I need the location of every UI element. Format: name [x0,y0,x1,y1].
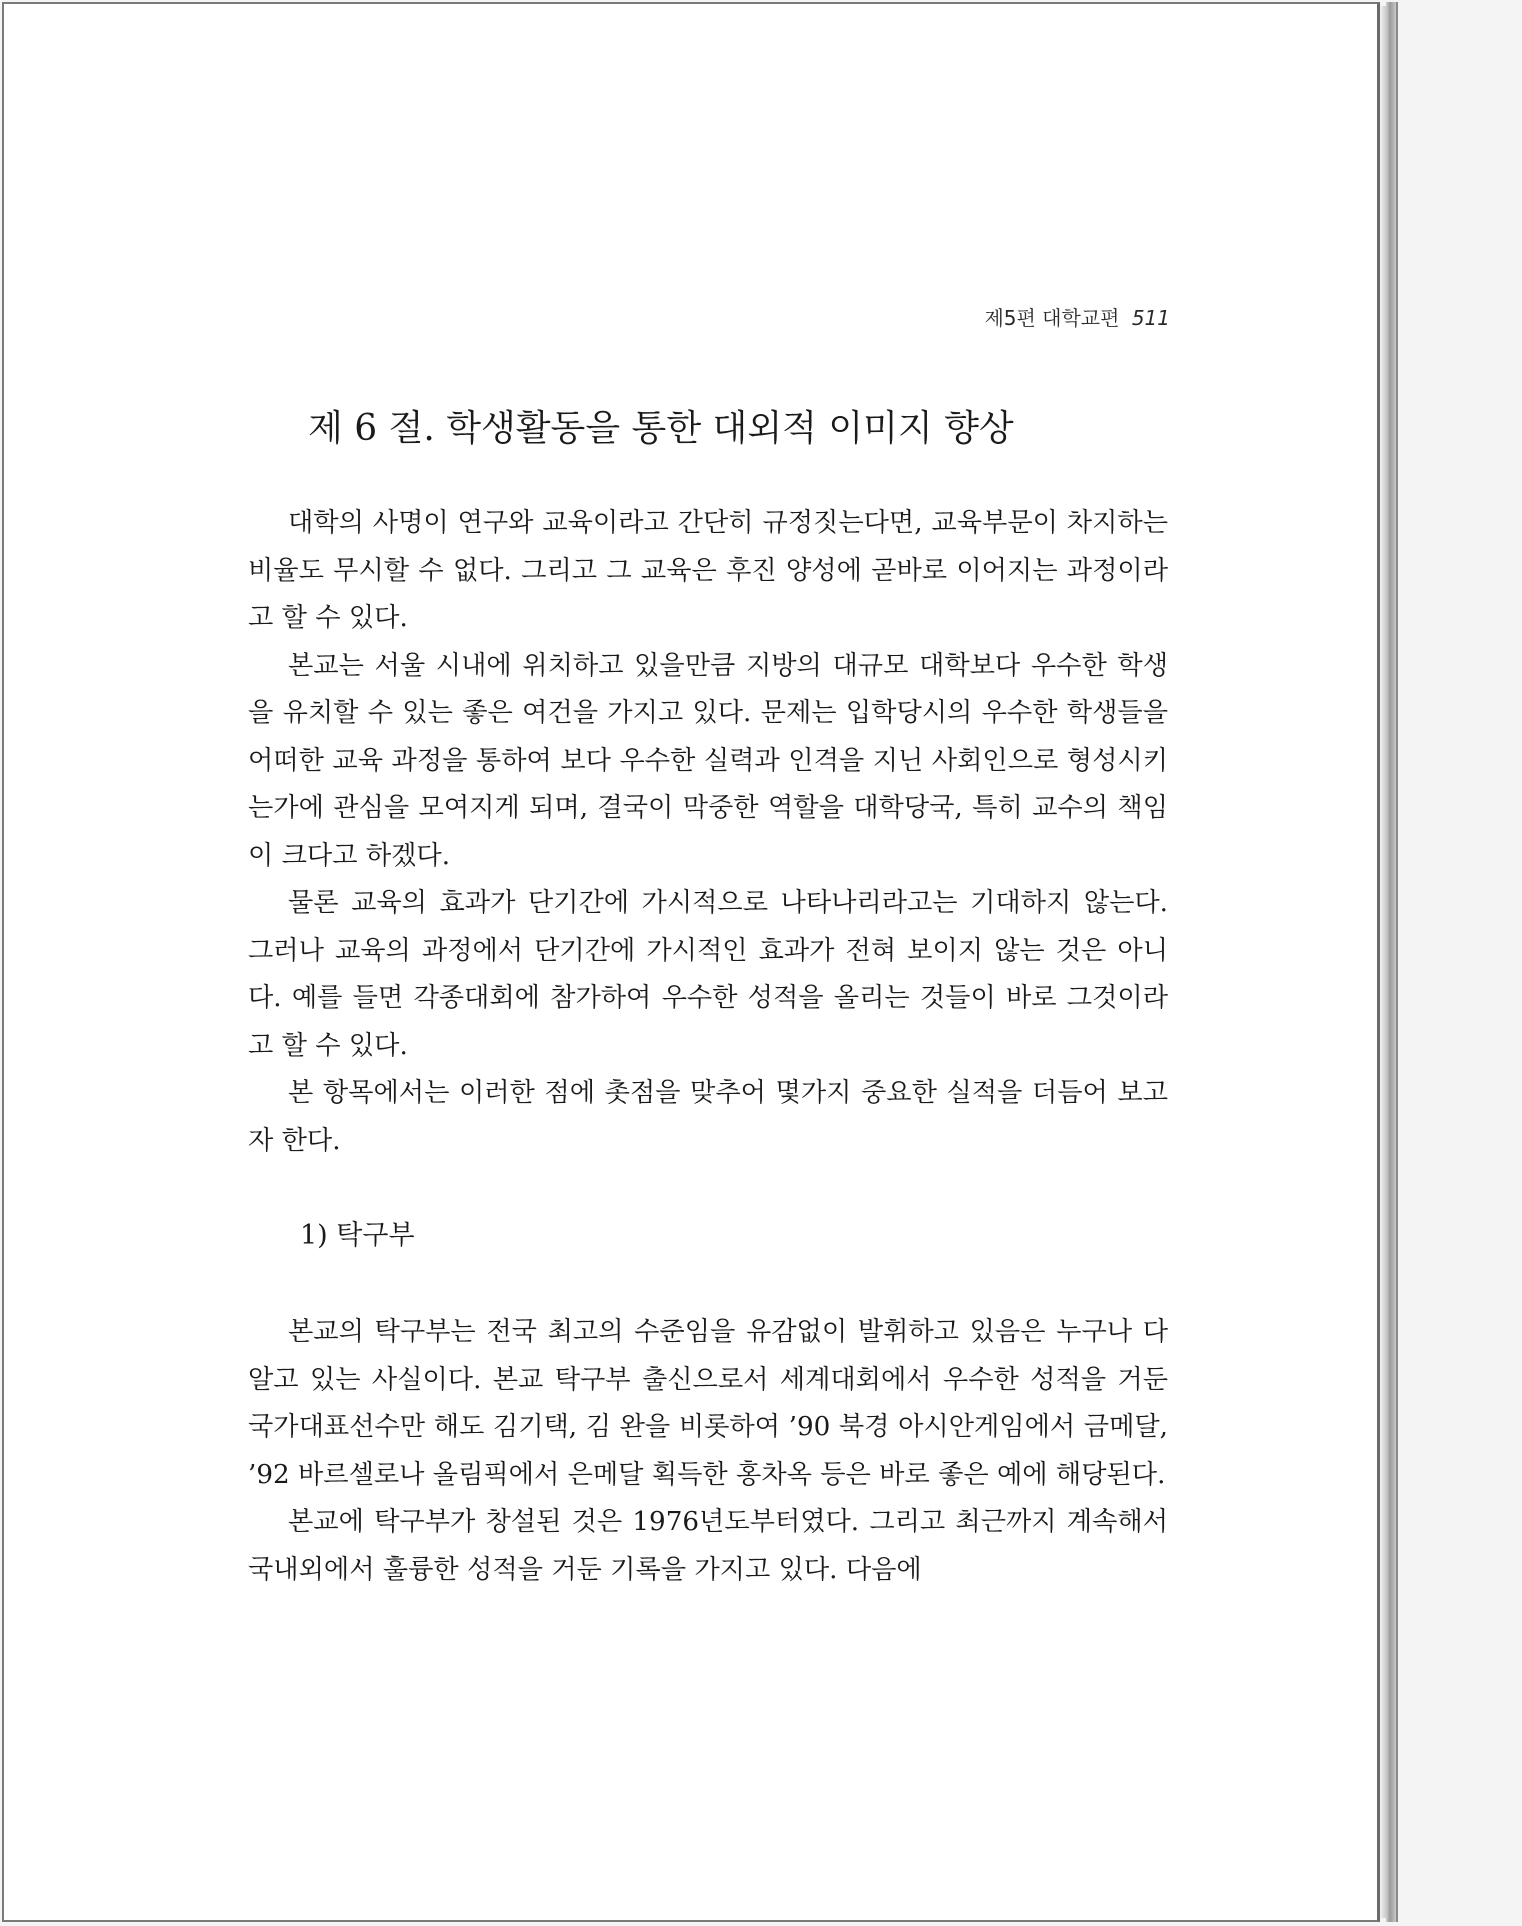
body-text [248,500,1168,1165]
paragraph: 대학의 사명이 연구와 교육이라고 간단히 규정짓는다면, 교육부문이 차지하는 비율도 무시할 수 없다. 그리고 그 교육은 후진 양성에 곧바로 이어지는 과정이라고 할 수 있다. [248,508,1168,633]
paragraph: 본교에 탁구부가 창설된 것은 1976년도부터였다. 그리고 최근까지 계속해서 국내외에서 훌륭한 성적을 거둔 기록을 가지고 있다. 다음에 [248,1507,1168,1585]
running-header-part: 제5편 대학교편 [984,306,1120,330]
paragraph: 본교는 서울 시내에 위치하고 있을만큼 지방의 대규모 대학보다 우수한 학생을 유치할 수 있는 좋은 여건을 가지고 있다. 문제는 입학당시의 우수한 학생들을 어떠한 교육 과정을 통하여 보다 우수한 실력과 인격을 지닌 사회인으로 형성시키는가에 관심을 모여지게 되며, 결국이 막중한 역할을 대학당국, 특히 교수의 책임이 크다고 하겠다. [248,650,1168,871]
subsection-body-text [248,1309,1168,1594]
running-header [844,302,1170,331]
page-number: 511 [1131,306,1170,330]
paragraph: 본교의 탁구부는 전국 최고의 수준임을 유감없이 발휘하고 있음은 누구나 다 알고 있는 사실이다. 본교 탁구부 출신으로서 세계대회에서 우수한 성적을 거둔 국가대표선수만 해도 김기택, 김 완을 비롯하여 ’90 북경 아시안게임에서 금메달, ’92 바르셀로나 올림픽에서 은메달 획득한 홍차옥 등은 바로 좋은 예에 해당된다. [248,1317,1168,1490]
paragraph: 물론 교육의 효과가 단기간에 가시적으로 나타나리라고는 기대하지 않는다. 그러나 교육의 과정에서 단기간에 가시적인 효과가 전혀 보이지 않는 것은 아니다. 예를 들면 각종대회에 참가하여 우수한 성적을 올리는 것들이 바로 그것이라고 할 수 있다. [248,888,1168,1061]
subsection-heading: 1) 탁구부 [300,1220,415,1251]
book-page [2,2,1380,1922]
paragraph: 본 항목에서는 이러한 점에 촛점을 맞추어 몇가지 중요한 실적을 더듬어 보고자 한다. [248,1078,1168,1156]
section-title: 제 6 절. 학생활동을 통한 대외적 이미지 향상 [308,408,1014,449]
